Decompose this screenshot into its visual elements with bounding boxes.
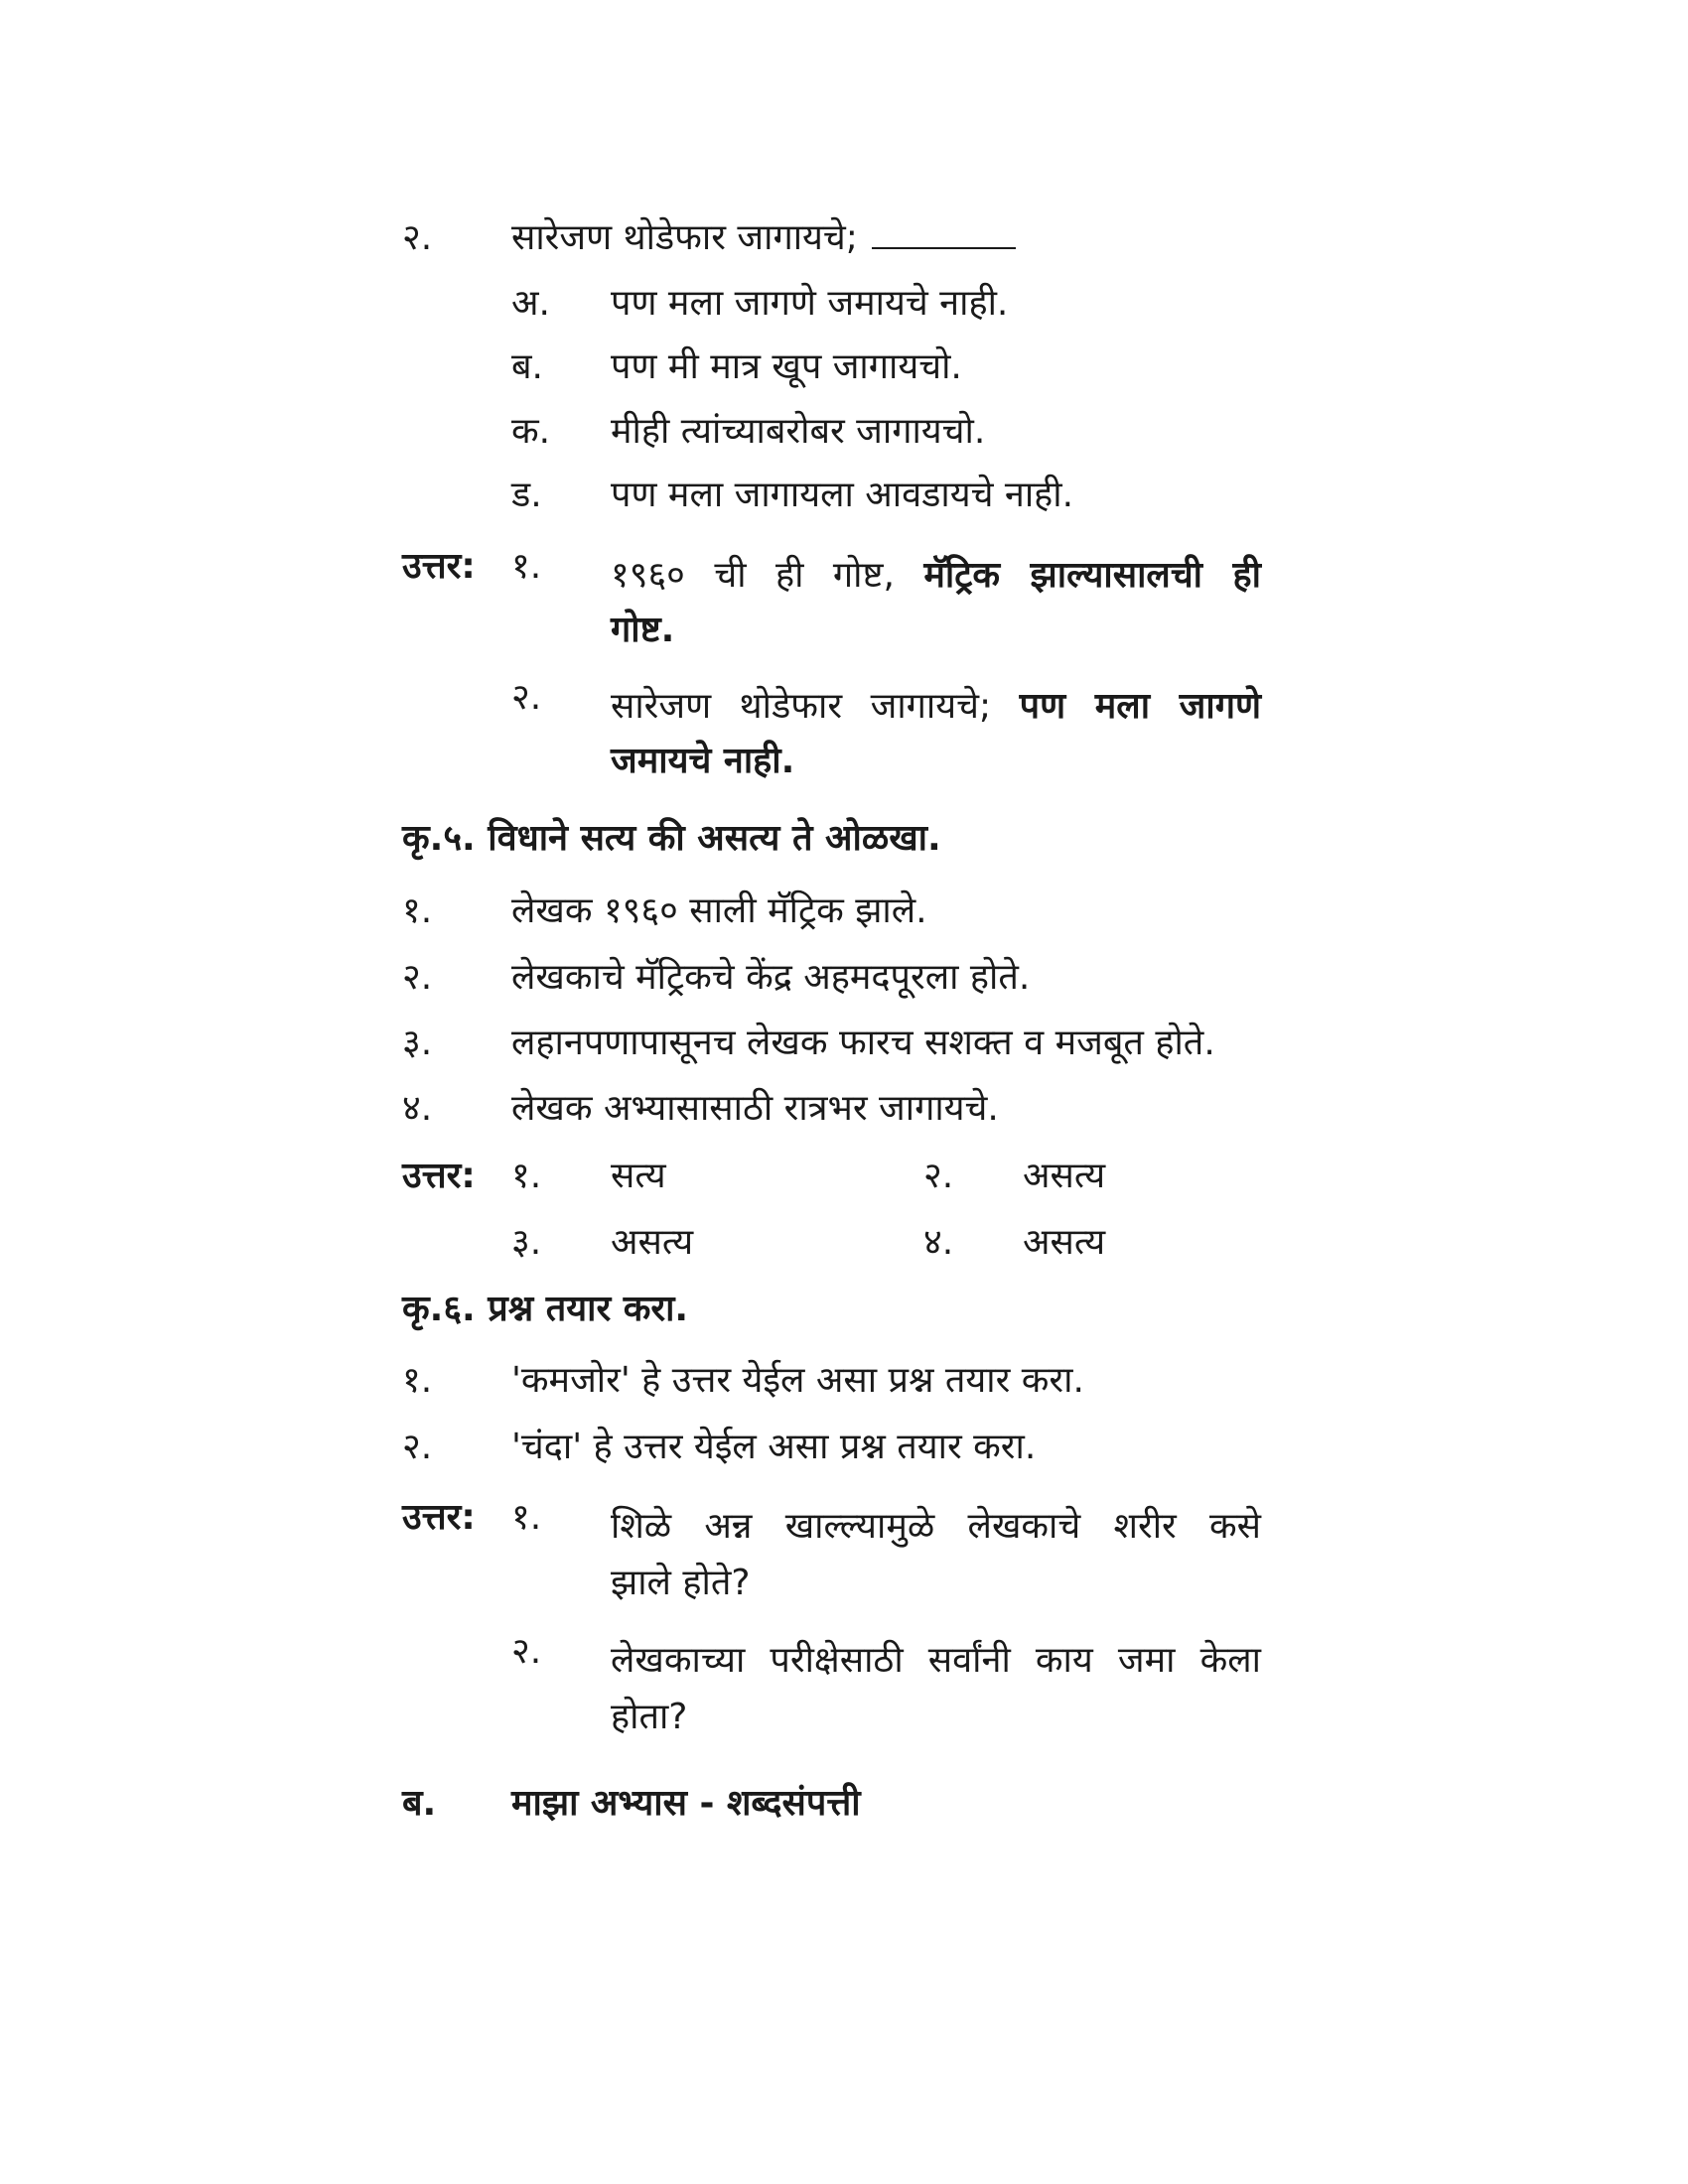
statement-number: २. bbox=[402, 957, 433, 998]
option-text: पण मला जागायला आवडायचे नाही. bbox=[611, 475, 1074, 515]
question-text: 'चंदा' हे उत्तर येईल असा प्रश्न तयार करा. bbox=[511, 1427, 1037, 1467]
answer-label: उत्तर: bbox=[402, 1156, 476, 1196]
answer-label: उत्तर: bbox=[402, 546, 476, 587]
answer-text: लेखकाच्या परीक्षेसाठी सर्वांनी काय जमा केला bbox=[611, 1640, 1261, 1681]
answer-bold: मॅट्रिक झाल्यासालची ही bbox=[923, 555, 1261, 596]
answer-blank bbox=[872, 243, 1016, 249]
answer-number: २. bbox=[511, 1631, 542, 1672]
answer-text-continued: झाले होते? bbox=[611, 1563, 751, 1603]
statement-text: लेखकाचे मॅट्रिकचे केंद्र अहमदपूरला होते. bbox=[511, 957, 1031, 998]
question-stem-text: सारेजण थोडेफार जागायचे; bbox=[511, 217, 858, 258]
answer-plain: १९६० ची ही गोष्ट, bbox=[611, 555, 895, 596]
question-number: २. bbox=[402, 1427, 433, 1467]
answer-bold-continued: गोष्ट. bbox=[611, 610, 675, 650]
option-text: पण मला जागणे जमायचे नाही. bbox=[611, 283, 1009, 324]
question-number: २. bbox=[402, 217, 433, 258]
statement-number: १. bbox=[402, 890, 433, 931]
answer-plain: सारेजण थोडेफार जागायचे; bbox=[611, 686, 992, 727]
answer-number: २. bbox=[511, 677, 542, 718]
section-heading: कृ.६. प्रश्न तयार करा. bbox=[402, 1289, 689, 1329]
option-label: ड. bbox=[511, 475, 542, 515]
statement-number: ४. bbox=[402, 1088, 433, 1129]
answer-number: १. bbox=[511, 546, 542, 587]
answer-text bbox=[611, 680, 1261, 729]
section-label: ब. bbox=[402, 1783, 437, 1824]
question-stem bbox=[511, 217, 1016, 258]
statement-text: लेखक १९६० साली मॅट्रिक झाले. bbox=[511, 890, 927, 931]
option-text: मीही त्यांच्याबरोबर जागायचो. bbox=[611, 411, 986, 452]
option-label: ब. bbox=[511, 346, 543, 387]
answer-text-continued: होता? bbox=[611, 1697, 688, 1737]
answer-number: ४. bbox=[923, 1222, 954, 1263]
statement-number: ३. bbox=[402, 1023, 433, 1063]
statement-text: लेखक अभ्यासासाठी रात्रभर जागायचे. bbox=[511, 1088, 999, 1129]
answer-text: असत्य bbox=[1023, 1156, 1106, 1196]
option-text: पण मी मात्र खूप जागायचो. bbox=[611, 346, 962, 387]
answer-label: उत्तर: bbox=[402, 1497, 476, 1538]
statement-text: लहानपणापासूनच लेखक फारच सशक्त व मजबूत होते. bbox=[511, 1023, 1215, 1063]
answer-text bbox=[611, 549, 1261, 598]
answer-text: सत्य bbox=[611, 1156, 666, 1196]
answer-number: २. bbox=[923, 1156, 954, 1196]
question-number: १. bbox=[402, 1360, 433, 1401]
section-heading: कृ.५. विधाने सत्य की असत्य ते ओळखा. bbox=[402, 818, 941, 859]
answer-number: १. bbox=[511, 1156, 542, 1196]
option-label: अ. bbox=[511, 283, 550, 324]
option-label: क. bbox=[511, 411, 551, 452]
answer-bold-continued: जमायचे नाही. bbox=[611, 741, 795, 781]
answer-text: शिळे अन्न खाल्ल्यामुळे लेखकाचे शरीर कसे bbox=[611, 1506, 1261, 1547]
answer-number: १. bbox=[511, 1497, 542, 1538]
answer-bold: पण मला जागणे bbox=[1019, 686, 1261, 727]
answer-text: असत्य bbox=[1023, 1222, 1106, 1263]
answer-number: ३. bbox=[511, 1222, 542, 1263]
question-text: 'कमजोर' हे उत्तर येईल असा प्रश्न तयार करा. bbox=[511, 1360, 1084, 1401]
section-title: माझा अभ्यास - शब्दसंपत्ती bbox=[511, 1783, 861, 1824]
answer-text: असत्य bbox=[611, 1222, 694, 1263]
